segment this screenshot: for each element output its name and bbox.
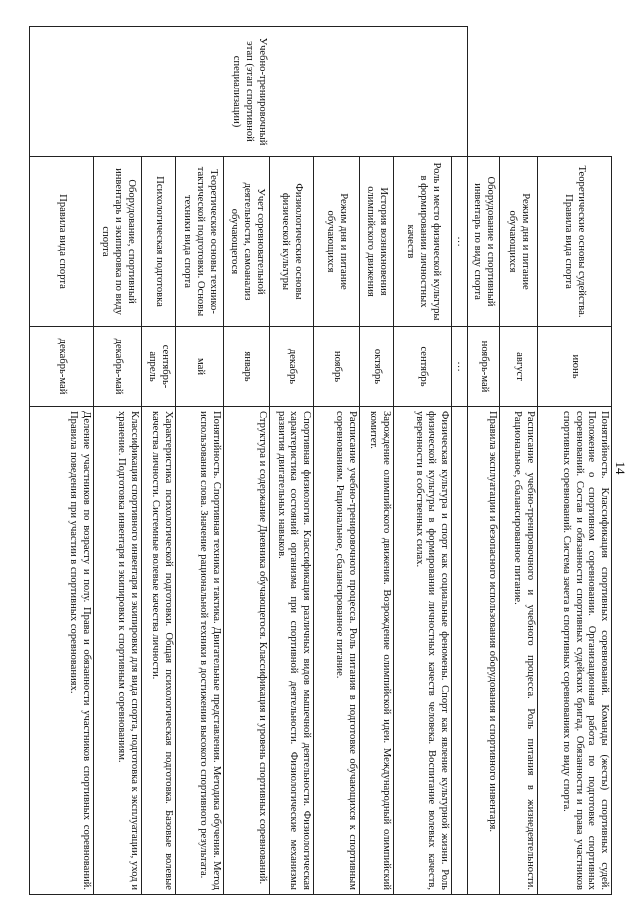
- content-cell: Классификация спортивного инвентаря и экипировки для вида спорта, подготовка к эксплуатации, уход и хранение. Подготовка инвентаря и экипировки к спортивным соревнованиям.: [94, 407, 142, 895]
- topic-cell: Теоретические основы судейства. Правила вида спорта: [538, 157, 612, 327]
- table-row: [468, 27, 500, 895]
- table-row: [270, 27, 314, 895]
- month-cell: ноябрь-май: [468, 327, 500, 407]
- month-cell: май: [176, 327, 224, 407]
- content-cell: Спортивная физиология. Классификация различных видов мышечной деятельности. Физиологическая характеристика состояний организма при спортивной деятельности. Физиологические механизмы развития двигательных навыков.: [270, 407, 314, 895]
- table-row: [500, 27, 538, 895]
- content-cell: Характеристика психологической подготовки. Общая психологическая подготовка. Базовые волевые качества личности. Системные волевые качества личности.: [142, 407, 176, 895]
- month-cell: июнь: [538, 327, 612, 407]
- topic-cell: Режим дня и питание обучающихся: [500, 157, 538, 327]
- content-cell: Расписание учебно-тренировочного и учебного процесса. Роль питания в жизнедеятельности. Рациональное, сбалансированное питание.: [500, 407, 538, 895]
- content-cell: [452, 407, 468, 895]
- content-cell: Понятийность. Классификация спортивных соревнований. Команды (жесты) спортивных судей. Положение о спортивном соревновании. Организационная работа по подготовке спортивных соревнований. Состав и обязанности спортивных судейских бригад. Обязанности и права участников спортивных соревнований. Система зачета в спортивных соревнованиях по виду спорта.: [538, 407, 612, 895]
- page-number: 14: [613, 461, 628, 475]
- topic-cell: Правила вида спорта: [30, 157, 94, 327]
- content-cell: Понятийность. Спортивная техника и тактика. Двигательные представления. Методика обучения. Метод использования слова. Значение рациональной техники в достижении высокого спортивного результата.: [176, 407, 224, 895]
- curriculum-table: [29, 26, 612, 895]
- month-cell: ноябрь: [314, 327, 360, 407]
- month-cell: август: [500, 327, 538, 407]
- content-cell: Физическая культура и спорт как социальные феномены. Спорт как явление культурной жизни. Роль физической культуры в формировании личностных качеств человека. Воспитание волевых качеств, уверенности в собственных силах.: [394, 407, 452, 895]
- table-row: [176, 27, 224, 895]
- month-cell: декабрь-май: [94, 327, 142, 407]
- topic-cell: Роль и место физической культуры в формировании личностных качеств: [394, 157, 452, 327]
- table-row: [94, 27, 142, 895]
- content-cell: Структура и содержание Дневника обучающегося. Классификация и уровень спортивных соревнований.: [224, 407, 270, 895]
- topic-cell: Оборудование, спортивный инвентарь и экипировка по виду спорта: [94, 157, 142, 327]
- content-cell: Зарождение олимпийского движения. Возрождение олимпийской идеи. Международный олимпийский комитет.: [360, 407, 394, 895]
- topic-cell: Физиологические основы физической культуры: [270, 157, 314, 327]
- table-row: [538, 27, 612, 895]
- rotated-page-content: [30, 26, 612, 894]
- stage-cell: Учебно-тренировочный этап (этап спортивной специализации): [30, 27, 468, 157]
- topic-cell: Оборудование и спортивный инвентарь по виду спорта: [468, 157, 500, 327]
- content-cell: Расписание учебно-тренировочного процесса. Роль питания в подготовке обучающихся к спортивным соревнованиям. Рациональное, сбалансированное питание.: [314, 407, 360, 895]
- month-cell: декабрь: [270, 327, 314, 407]
- topic-cell: …: [452, 157, 468, 327]
- table-row: [452, 27, 468, 895]
- table-row: [394, 27, 452, 895]
- table-row: [224, 27, 270, 895]
- month-cell: октябрь: [360, 327, 394, 407]
- topic-cell: Теоретические основы технико-тактической подготовки. Основы техники вида спорта: [176, 157, 224, 327]
- topic-cell: История возникновения олимпийского движения: [360, 157, 394, 327]
- table-row: [360, 27, 394, 895]
- table-row: [30, 27, 94, 895]
- content-cell: Деление участников по возрасту и полу. Права и обязанности участников спортивных соревнований. Правила поведения при участии в спортивных соревнованиях.: [30, 407, 94, 895]
- topic-cell: Режим дня и питание обучающихся: [314, 157, 360, 327]
- table-row: [142, 27, 176, 895]
- month-cell: январь: [224, 327, 270, 407]
- table-row: [314, 27, 360, 895]
- topic-cell: Психологическая подготовка: [142, 157, 176, 327]
- month-cell: сентябрь: [394, 327, 452, 407]
- month-cell: декабрь-май: [30, 327, 94, 407]
- month-cell: сентябрь-апрель: [142, 327, 176, 407]
- content-cell: Правила эксплуатации и безопасного использования оборудования и спортивного инвентаря.: [468, 407, 500, 895]
- month-cell: …: [452, 327, 468, 407]
- topic-cell: Учет соревновательной деятельности, самоанализ обучающегося: [224, 157, 270, 327]
